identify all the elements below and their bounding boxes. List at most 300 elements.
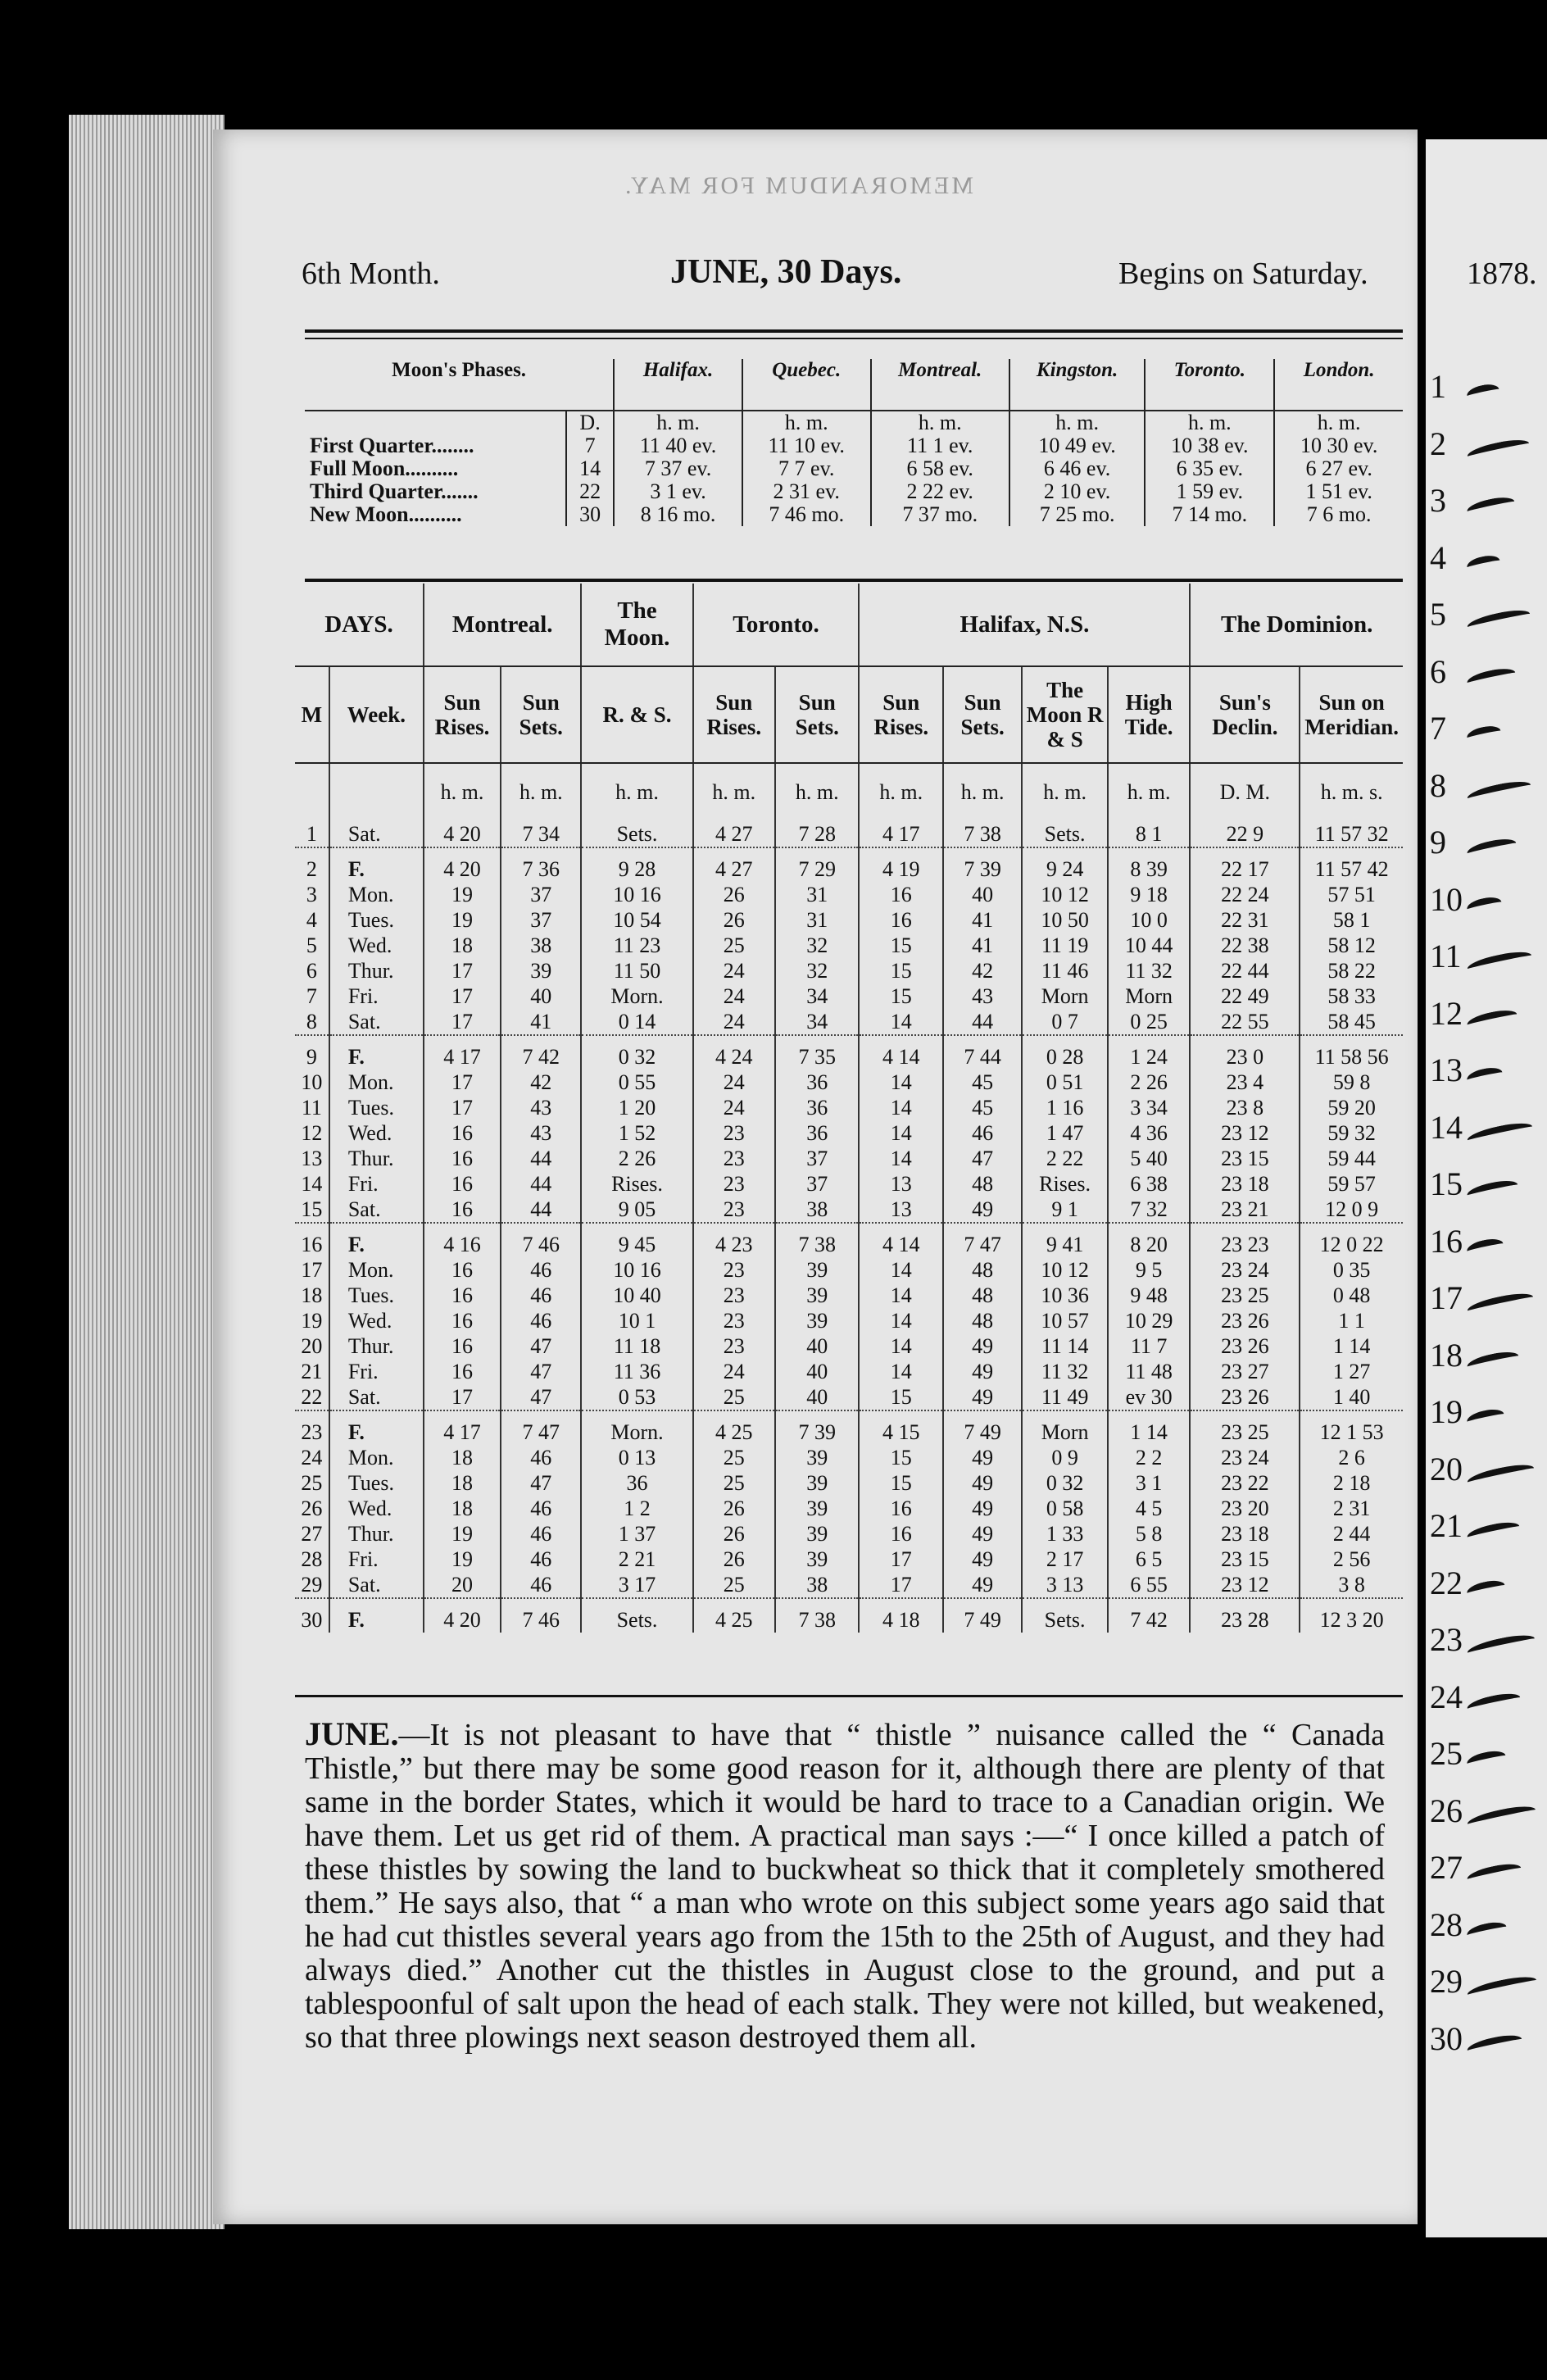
time-cell: 24 [693,958,775,983]
time-cell: 4 27 [693,856,775,882]
table-row [295,1283,1403,1308]
day-of-month: 15 [301,1197,323,1221]
unit-label: h. m. [1022,763,1108,821]
time-cell: 23 4 [1190,1070,1300,1095]
time-cell: 17 [424,1095,501,1120]
time-cell: 2 17 [1022,1547,1108,1572]
time-cell: 48 [943,1308,1022,1333]
time-cell: 14 [859,1257,943,1283]
day-of-week: Mon. [329,1257,424,1283]
day-of-week: Thur. [329,1146,424,1171]
time-cell: 10 1 [581,1308,692,1333]
table-row [295,1333,1403,1359]
time-cell: 11 23 [581,933,692,958]
time-cell: 16 [424,1283,501,1308]
time-cell: 17 [424,958,501,983]
phase-time: 2 10 ev. [1009,480,1145,503]
time-cell: 16 [424,1257,501,1283]
time-cell: 45 [943,1095,1022,1120]
time-cell: 24 [693,1009,775,1035]
time-cell: Morn. [581,1419,692,1445]
day-of-month: 20 [301,1334,323,1358]
phase-name: New Moon.......... [310,502,462,526]
unit-label: h. m. [424,763,501,821]
time-cell: 36 [775,1095,860,1120]
time-cell: 47 [501,1384,581,1410]
time-cell: 4 20 [424,821,501,847]
time-cell: 1 40 [1300,1384,1403,1410]
day-of-month: 4 [306,908,317,932]
time-cell: 16 [859,907,943,933]
day-of-week: Thur. [329,1333,424,1359]
time-cell: 23 [693,1283,775,1308]
facing-day-number: 10 [1430,880,1463,918]
time-cell: 11 7 [1108,1333,1190,1359]
time-cell: 49 [943,1470,1022,1496]
time-cell: 23 18 [1190,1171,1300,1197]
time-cell: 11 19 [1022,933,1108,958]
facing-day-number: 6 [1430,652,1446,690]
table-row [295,1384,1403,1410]
time-cell: 49 [943,1547,1022,1572]
time-cell: 7 39 [943,856,1022,882]
facing-day-number: 22 [1430,1564,1463,1601]
time-cell: 3 13 [1022,1572,1108,1598]
unit-label [295,763,329,821]
essay-lead: JUNE. [305,1715,399,1752]
time-cell: Sets. [1022,821,1108,847]
time-cell: 25 [693,1470,775,1496]
time-cell: 10 54 [581,907,692,933]
time-cell: Morn [1022,983,1108,1009]
time-cell: 10 16 [581,1257,692,1283]
time-cell: 26 [693,1496,775,1521]
time-cell: 11 48 [1108,1359,1190,1384]
time-cell: 0 9 [1022,1445,1108,1470]
table-row [295,1308,1403,1333]
phase-time: 6 27 ev. [1274,457,1403,480]
facing-day-number: 14 [1430,1108,1463,1146]
moon-phases-heading: Moon's Phases. [305,359,614,411]
table-row [295,1120,1403,1146]
time-cell: 17 [424,983,501,1009]
phase-time: 8 16 mo. [614,503,742,526]
time-cell: 39 [775,1283,860,1308]
day-of-week: Sat. [329,821,424,847]
day-of-month: 30 [301,1608,323,1632]
time-cell: 43 [501,1095,581,1120]
day-of-month: 18 [301,1283,323,1307]
table-row [295,907,1403,933]
time-cell: 11 58 56 [1300,1044,1403,1070]
time-cell: 49 [943,1384,1022,1410]
unit-label: h. m. s. [1300,763,1403,821]
time-cell: 11 57 42 [1300,856,1403,882]
phase-time: 7 37 mo. [871,503,1009,526]
facing-day-number: 23 [1430,1621,1463,1658]
time-cell: 17 [859,1547,943,1572]
time-cell: 47 [943,1146,1022,1171]
time-cell: 38 [775,1197,860,1223]
time-cell: 32 [775,933,860,958]
time-cell: 23 28 [1190,1607,1300,1633]
time-cell: 11 32 [1108,958,1190,983]
facing-day-number: 26 [1430,1792,1463,1829]
time-cell: 7 42 [501,1044,581,1070]
time-cell: 41 [501,1009,581,1035]
col-london: London. [1274,359,1403,411]
dominion-heading: The Dominion. [1190,584,1403,666]
unit-label: D. M. [1190,763,1300,821]
time-cell: 10 0 [1108,907,1190,933]
time-cell: 6 38 [1108,1171,1190,1197]
time-cell: 16 [424,1120,501,1146]
column-header: Sun's Declin. [1190,666,1300,763]
time-cell: 9 28 [581,856,692,882]
time-cell: 12 0 9 [1300,1197,1403,1223]
time-cell: 23 18 [1190,1521,1300,1547]
halifax-heading: Halifax, N.S. [859,584,1190,666]
time-cell: 23 12 [1190,1120,1300,1146]
facing-day-number: 21 [1430,1507,1463,1544]
unit-label [329,763,424,821]
time-cell: 24 [693,1095,775,1120]
time-cell: 11 18 [581,1333,692,1359]
units-row [295,763,1403,821]
time-cell: 2 44 [1300,1521,1403,1547]
table-row [295,1496,1403,1521]
time-cell: 19 [424,882,501,907]
time-cell: 14 [859,1009,943,1035]
time-cell: 39 [775,1547,860,1572]
time-cell: 41 [943,933,1022,958]
time-cell: 59 20 [1300,1095,1403,1120]
time-cell: 3 1 [1108,1470,1190,1496]
time-cell: 22 38 [1190,933,1300,958]
time-cell: 15 [859,1384,943,1410]
day-unit: D. [566,411,614,434]
time-cell: 23 25 [1190,1283,1300,1308]
time-cell: Sets. [581,821,692,847]
phase-rows [305,434,1403,526]
time-cell: 23 [693,1197,775,1223]
facing-day-number: 8 [1430,766,1446,804]
time-cell: 46 [501,1547,581,1572]
day-of-week: F. [329,1044,424,1070]
time-cell: 23 26 [1190,1333,1300,1359]
time-cell: 24 [693,1070,775,1095]
phase-time: 7 14 mo. [1145,503,1274,526]
time-cell: 2 22 [1022,1146,1108,1171]
column-header: Sun Sets. [943,666,1022,763]
time-cell: 8 20 [1108,1232,1190,1257]
phase-time: 10 49 ev. [1009,434,1145,457]
time-cell: 8 1 [1108,821,1190,847]
phase-time: 7 25 mo. [1009,503,1145,526]
time-cell: 14 [859,1359,943,1384]
day-of-month: 1 [306,822,317,846]
time-cell: 10 29 [1108,1308,1190,1333]
time-cell: 7 47 [943,1232,1022,1257]
day-of-month: 2 [306,857,317,881]
time-cell: 6 55 [1108,1572,1190,1598]
time-cell: 23 22 [1190,1470,1300,1496]
facing-day-number: 11 [1430,938,1462,974]
time-cell: 1 14 [1108,1419,1190,1445]
col-kingston: Kingston. [1009,359,1145,411]
month-label: 6th Month. [302,257,440,291]
time-cell: 0 25 [1108,1009,1190,1035]
time-cell: 32 [775,958,860,983]
time-cell: 23 23 [1190,1232,1300,1257]
time-cell: 49 [943,1496,1022,1521]
time-cell: 39 [775,1445,860,1470]
table-row [295,1607,1403,1633]
column-header: Sun on Meridian. [1300,666,1403,763]
essay-body: —It is not pleasant to have that “ thistle ” nuisance called the “ Canada Thistle,” but there may be some good reason for it, although there are plenty of that same in the border States, which it would be hard to trace to a Canadian origin. We have them. Let us get rid of them. A practical man says :—“ I once killed a patch of these thistles by sowing the land to buckwheat so thick that it completely smothered them.” He says also, that “ a man who wrote on this subject some years ago said that he had cut thistles several years ago from the 15th to the 25th of August, and they had always died.” Another cut the thistles in August close to the ground, and put a tablespoonful of salt upon the head of each stalk. They were not killed, but weakened, so that three plowings next season destroyed them all. [305,1718,1385,2055]
day-of-week: Thur. [329,1521,424,1547]
time-cell: 46 [501,1445,581,1470]
time-cell: 46 [501,1308,581,1333]
col-quebec: Quebec. [742,359,871,411]
time-cell: 40 [775,1384,860,1410]
time-cell: 11 14 [1022,1333,1108,1359]
week-separator [295,847,1403,856]
day-of-week: Fri. [329,983,424,1009]
time-cell: 38 [775,1572,860,1598]
facing-day-number: 18 [1430,1336,1463,1374]
day-of-week: Thur. [329,958,424,983]
time-cell: 11 50 [581,958,692,983]
time-cell: 4 14 [859,1232,943,1257]
time-cell: 23 26 [1190,1308,1300,1333]
phase-time: 10 30 ev. [1274,434,1403,457]
phase-time: 1 59 ev. [1145,480,1274,503]
phase-day: 22 [566,480,614,503]
time-cell: 57 51 [1300,882,1403,907]
time-cell: 40 [775,1359,860,1384]
time-cell: 59 44 [1300,1146,1403,1171]
facing-day-number: 2 [1430,425,1446,462]
time-cell: 10 50 [1022,907,1108,933]
time-cell: 1 2 [581,1496,692,1521]
unit-label: h. m. [581,763,692,821]
time-cell: 40 [775,1333,860,1359]
table-row [295,983,1403,1009]
time-cell: 16 [859,1496,943,1521]
time-cell: 3 8 [1300,1572,1403,1598]
col-halifax: Halifax. [614,359,742,411]
time-cell: 4 5 [1108,1496,1190,1521]
time-cell: 9 48 [1108,1283,1190,1308]
time-cell: 0 53 [581,1384,692,1410]
time-cell: 5 40 [1108,1146,1190,1171]
time-cell: 1 27 [1300,1359,1403,1384]
table-bottom-rule [295,1695,1403,1697]
time-cell: 1 24 [1108,1044,1190,1070]
day-of-week: Sat. [329,1384,424,1410]
facing-day-number: 1 [1430,368,1446,405]
day-of-week: Sat. [329,1572,424,1598]
day-of-month: 11 [301,1096,322,1120]
time-cell: 0 14 [581,1009,692,1035]
time-cell: 39 [775,1257,860,1283]
day-of-month: 7 [306,984,317,1008]
time-cell: 0 51 [1022,1070,1108,1095]
time-cell: 23 [693,1308,775,1333]
time-cell: 7 46 [501,1607,581,1633]
time-cell: 10 40 [581,1283,692,1308]
time-cell: 22 44 [1190,958,1300,983]
day-of-week: Wed. [329,1120,424,1146]
facing-day-number: 19 [1430,1393,1463,1430]
time-cell: 15 [859,1445,943,1470]
time-cell: 3 17 [581,1572,692,1598]
time-cell: 14 [859,1146,943,1171]
header-rule-thin [305,338,1403,339]
time-cell: 7 32 [1108,1197,1190,1223]
day-of-month: 23 [301,1420,323,1444]
time-cell: 0 32 [581,1044,692,1070]
time-cell: 4 20 [424,856,501,882]
phase-time: 10 38 ev. [1145,434,1274,457]
time-cell: 49 [943,1197,1022,1223]
time-cell: 0 58 [1022,1496,1108,1521]
time-cell: 9 24 [1022,856,1108,882]
time-cell: 25 [693,1445,775,1470]
day-of-month: 19 [301,1309,323,1333]
time-cell: 58 33 [1300,983,1403,1009]
time-cell: 49 [943,1359,1022,1384]
day-of-month: 25 [301,1471,323,1495]
time-cell: 8 39 [1108,856,1190,882]
facing-day-number: 17 [1430,1279,1463,1316]
time-cell: 16 [859,1521,943,1547]
day-of-week: Wed. [329,1496,424,1521]
table-row [295,1146,1403,1171]
montreal-heading: Montreal. [424,584,582,666]
day-of-week: F. [329,1607,424,1633]
phase-day: 30 [566,503,614,526]
time-cell: 7 38 [775,1232,860,1257]
facing-day-number: 30 [1430,2019,1463,2057]
header-rule [305,329,1403,333]
week-separator [295,1598,1403,1607]
phase-name: Third Quarter....... [310,479,479,503]
time-cell: 23 27 [1190,1359,1300,1384]
phases-bottom-rule [305,579,1403,582]
time-cell: 23 12 [1190,1572,1300,1598]
time-cell: 4 20 [424,1607,501,1633]
day-of-week: Sat. [329,1009,424,1035]
time-cell: Morn. [581,983,692,1009]
phase-time: 7 46 mo. [742,503,871,526]
time-cell: 37 [501,907,581,933]
time-cell: 46 [501,1496,581,1521]
time-cell: 36 [581,1470,692,1496]
time-cell: 46 [501,1257,581,1283]
time-cell: 16 [424,1308,501,1333]
day-of-week: Tues. [329,1095,424,1120]
time-cell: 9 05 [581,1197,692,1223]
time-cell: 17 [859,1572,943,1598]
day-of-month: 5 [306,933,317,957]
time-cell: 23 24 [1190,1445,1300,1470]
time-cell: 2 56 [1300,1547,1403,1572]
time-cell: 24 [693,983,775,1009]
day-of-month: 28 [301,1547,323,1571]
facing-day-number: 27 [1430,1849,1463,1886]
table-row [295,1171,1403,1197]
table-row [295,1070,1403,1095]
time-cell: 10 36 [1022,1283,1108,1308]
day-of-month: 12 [301,1121,323,1145]
time-cell: ev 30 [1108,1384,1190,1410]
day-of-week: Fri. [329,1171,424,1197]
time-cell: 23 25 [1190,1419,1300,1445]
time-cell: 40 [501,983,581,1009]
table-row [295,1095,1403,1120]
time-cell: 41 [943,907,1022,933]
col-toronto: Toronto. [1145,359,1274,411]
bleedthrough-text: MEMORANDUM FOR MAY. [623,172,973,199]
table-row [295,1470,1403,1496]
phase-row [305,480,1403,503]
unit-label: h. m. [501,763,581,821]
time-cell: 31 [775,907,860,933]
time-cell: 16 [424,1197,501,1223]
unit-label: h. m. [775,763,860,821]
time-cell: 7 47 [501,1419,581,1445]
time-cell: 11 57 32 [1300,821,1403,847]
time-cell: 48 [943,1257,1022,1283]
column-header: Sun Rises. [424,666,501,763]
time-cell: 4 14 [859,1044,943,1070]
time-cell: 4 27 [693,821,775,847]
time-cell: 0 55 [581,1070,692,1095]
time-cell: Morn [1022,1419,1108,1445]
table-row [295,1419,1403,1445]
time-cell: 1 37 [581,1521,692,1547]
time-cell: 17 [424,1384,501,1410]
day-of-month: 8 [306,1010,317,1033]
week-separator [295,1223,1403,1232]
time-cell: 17 [424,1070,501,1095]
facing-day-number: 24 [1430,1678,1463,1715]
time-cell: 34 [775,983,860,1009]
time-cell: 19 [424,1521,501,1547]
phase-row [305,503,1403,526]
time-cell: 3 34 [1108,1095,1190,1120]
table-row [295,1009,1403,1035]
time-cell: 1 1 [1300,1308,1403,1333]
time-cell: 42 [501,1070,581,1095]
time-cell: 7 29 [775,856,860,882]
time-cell: 11 46 [1022,958,1108,983]
column-headers [295,666,1403,763]
time-cell: 25 [693,933,775,958]
time-cell: 9 5 [1108,1257,1190,1283]
time-cell: 11 32 [1022,1359,1108,1384]
time-cell: 23 [693,1257,775,1283]
time-cell: 23 8 [1190,1095,1300,1120]
day-of-month: 14 [301,1172,323,1196]
time-cell: 25 [693,1572,775,1598]
phase-name: First Quarter........ [310,434,474,457]
time-cell: 31 [775,882,860,907]
col-montreal: Montreal. [871,359,1009,411]
time-cell: 4 25 [693,1419,775,1445]
